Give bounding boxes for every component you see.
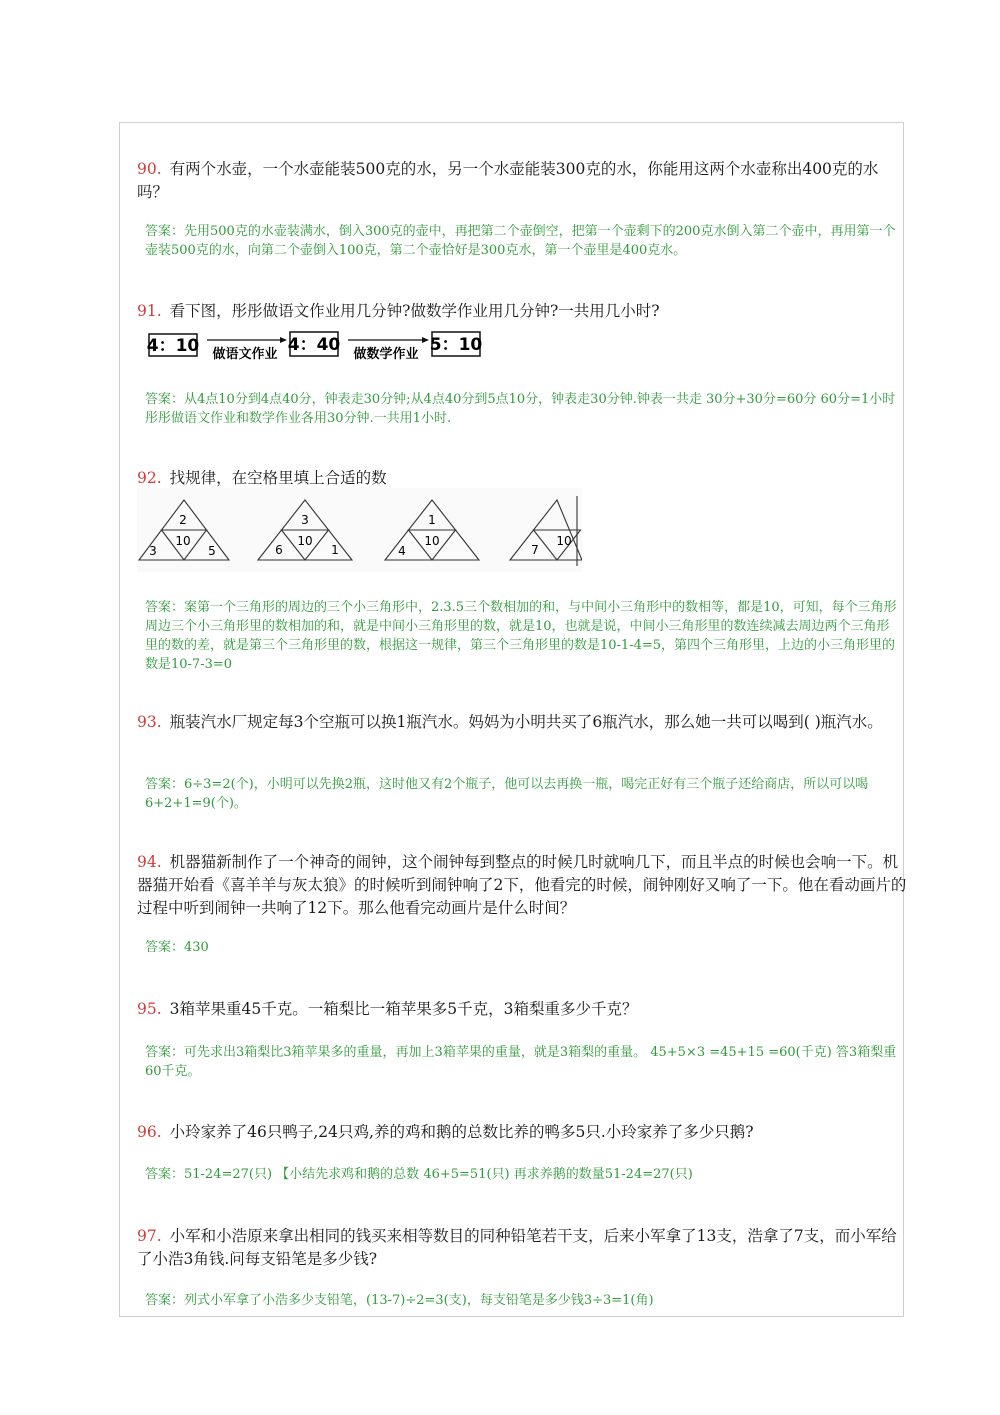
triangle-4-center: 10 [556,534,572,548]
question-96 [137,1121,907,1144]
answer-91: 答案：从4点10分到4点40分，钟表走30分钟;从4点40分到5点10分，钟表走30分钟.钟表一共走 30分+30分=60分 60分=1小时 彤彤做语文作业和数学作业各用30分钟.一共用1小时. [145,392,896,426]
answer-96: 答案：51-24=27(只) 【小结先求鸡和鹅的总数 46+5=51(只) 再求养鹅的数量51-24=27(只) [145,1167,693,1182]
arrow-head-1 [280,337,287,343]
clock-time-2: 4：40 [287,335,341,355]
triangle-2-right: 1 [331,543,339,557]
triangle-pattern-figure [137,488,582,572]
triangle-3-top: 1 [428,513,436,527]
question-94 [137,851,907,920]
triangle-1-top: 2 [179,513,187,527]
question-number: 92. [137,469,162,487]
triangle-3-left: 4 [398,544,406,558]
question-number: 90. [137,160,162,178]
answer-95: 答案：可先求出3箱梨比3箱苹果多的重量，再加上3箱苹果的重量，就是3箱梨的重量。 45+5×3 =45+15 =60(千克) 答3箱梨重60千克。 [145,1045,897,1079]
question-text: 有两个水壶，一个水壶能装500克的水，另一个水壶能装300克的水，你能用这两个水壶称出400克的水吗？ [137,160,879,201]
arrow-label-1: 做语文作业 [212,347,278,362]
question-97 [137,1225,907,1271]
answer-97: 答案：列式小军拿了小浩多少支铅笔，(13-7)÷2=3(支)，每支铅笔是多少钱3÷3=1(角) [145,1293,654,1308]
triangle-2-center: 10 [297,534,313,548]
arrow-head-2 [422,337,429,343]
question-text: 3箱苹果重45千克。一箱梨比一箱苹果多5千克，3箱梨重多少千克？ [169,1000,638,1018]
question-number: 96. [137,1123,162,1141]
triangle-4-left: 7 [531,543,539,557]
question-text: 瓶装汽水厂规定每3个空瓶可以换1瓶汽水。妈妈为小明共买了6瓶汽水，那么她一共可以喝到( )瓶汽水。 [169,713,883,731]
question-text: 看下图，彤彤做语文作业用几分钟?做数学作业用几分钟?一共用几小时? [169,302,660,320]
question-number: 91. [137,302,162,320]
triangle-2-top: 3 [301,513,309,527]
question-number: 97. [137,1227,162,1245]
triangle-1-right: 5 [208,544,216,558]
answer-94: 答案：430 [145,940,209,955]
question-90 [137,158,907,204]
question-92 [137,467,907,490]
answer-92: 答案：案第一个三角形的周边的三个小三角形中，2.3.5三个数相加的和，与中间小三角形中的数相等，都是10，可知，每个三角形周边三个小三角形里的数相加的和，就是中间小三角形里的数，就是10，也就是说，中间小三角形里的数连续减去周边两个三角形里的数的差，就是第三个三角形里的数，根据这一规律，第三个三角形里的数是10-1-4=5，第四个三角形里，上边的小三角形里的数是10-7-3=0 [145,600,897,672]
question-number: 93. [137,713,162,731]
answer-90: 答案：先用500克的水壶装满水，倒入300克的壶中，再把第二个壶倒空，把第一个壶剩下的200克水倒入第二个壶中，再用第一个壶装500克的水，向第二个壶倒入100克，第二个壶恰好是300克水，第一个壶里是400克水。 [145,224,896,258]
answer-93: 答案：6÷3=2(个)，小明可以先换2瓶，这时他又有2个瓶子，他可以去再换一瓶，喝完正好有三个瓶子还给商店，所以可以喝6+2+1=9(个)。 [145,777,869,811]
triangle-3-center: 10 [424,534,440,548]
question-text: 小玲家养了46只鸭子,24只鸡,养的鸡和鹅的总数比养的鸭多5只.小玲家养了多少只鹅? [169,1123,754,1141]
question-text: 机器猫新制作了一个神奇的闹钟，这个闹钟每到整点的时候几时就响几下，而且半点的时候也会响一下。机器猫开始看《喜羊羊与灰太狼》的时候听到闹钟响了2下，他看完的时候，闹钟刚好又响了一下。他在看动画片的过程中听到闹钟一共响了12下。那么他看完动画片是什么时间？ [137,853,907,917]
triangle-2-left: 6 [275,543,283,557]
question-text: 小军和小浩原来拿出相同的钱买来相等数目的同种铅笔若干支，后来小军拿了13支，浩拿了7支，而小军给了小浩3角钱.问每支铅笔是多少钱? [137,1227,897,1268]
question-95 [137,998,907,1021]
triangle-1-center: 10 [175,534,191,548]
question-number: 95. [137,1000,162,1018]
question-93 [137,711,907,734]
question-91 [137,300,907,323]
arrow-label-2: 做数学作业 [353,347,419,362]
question-number: 94. [137,853,162,871]
triangle-1-left: 3 [149,544,157,558]
clock-time-3: 5：10 [429,335,483,355]
question-text: 找规律，在空格里填上合适的数 [169,469,387,487]
clock-timeline-figure [140,328,490,364]
clock-time-1: 4：10 [146,336,200,356]
